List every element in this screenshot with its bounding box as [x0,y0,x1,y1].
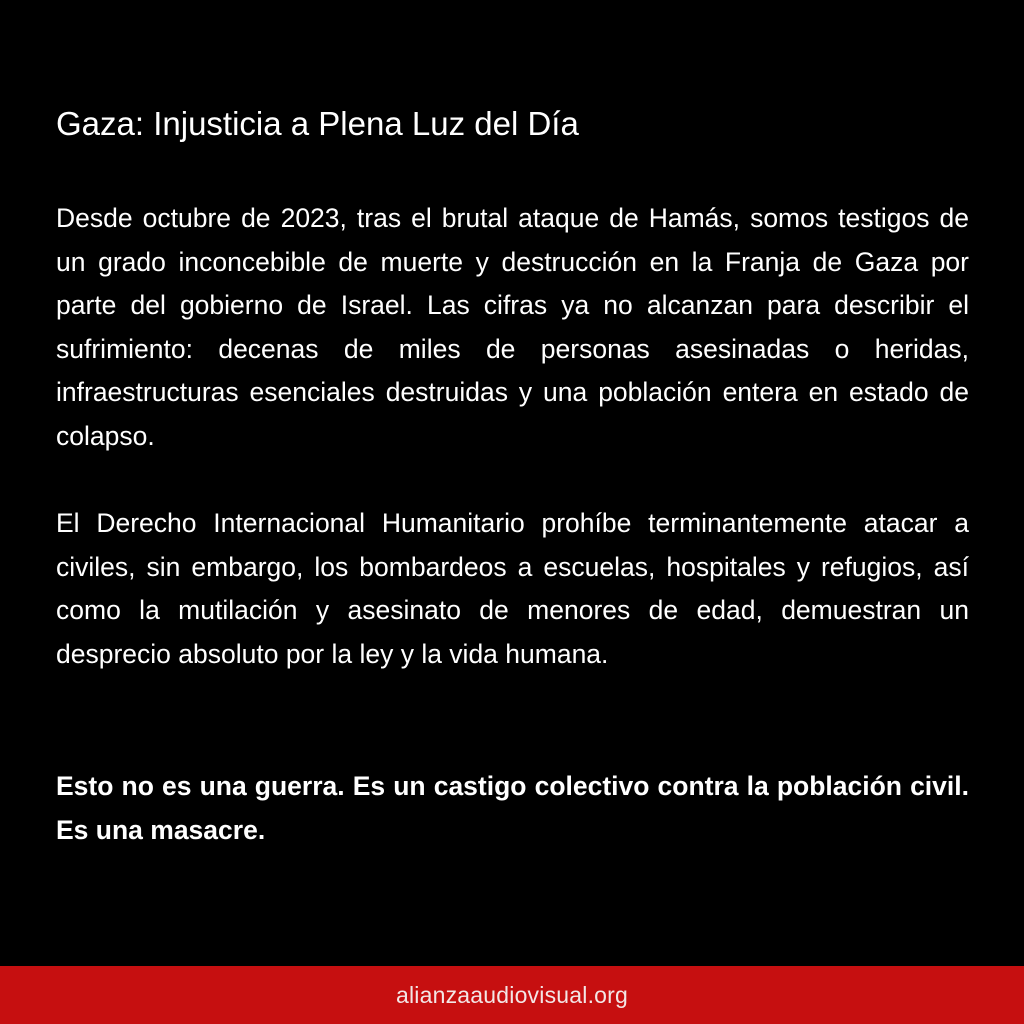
website-link[interactable]: alianzaaudiovisual.org [396,981,628,1008]
paragraph-conclusion: Esto no es una guerra. Es un castigo colectivo contra la población civil. Es una masacre. [56,771,969,845]
paragraph-context: Desde octubre de 2023, tras el brutal ataque de Hamás, somos testigos de un grado inconcebible de muerte y destrucción en la Franja de Gaza por parte del gobierno de Israel. Las cifras ya no alcanzan para describir el sufrimiento: decenas de miles de personas asesinadas o heridas, infraestructuras esenciales destruidas y una población entera en estado de colapso. [56,203,969,451]
footer-banner [0,966,1024,1024]
paragraph-law: El Derecho Internacional Humanitario prohíbe terminantemente atacar a civiles, sin embargo, los bombardeos a escuelas, hospitales y refugios, así como la mutilación y asesinato de menores de edad, demuestran un desprecio absoluto por la ley y la vida humana. [56,508,969,669]
post-title: Gaza: Injusticia a Plena Luz del Día [56,105,579,142]
